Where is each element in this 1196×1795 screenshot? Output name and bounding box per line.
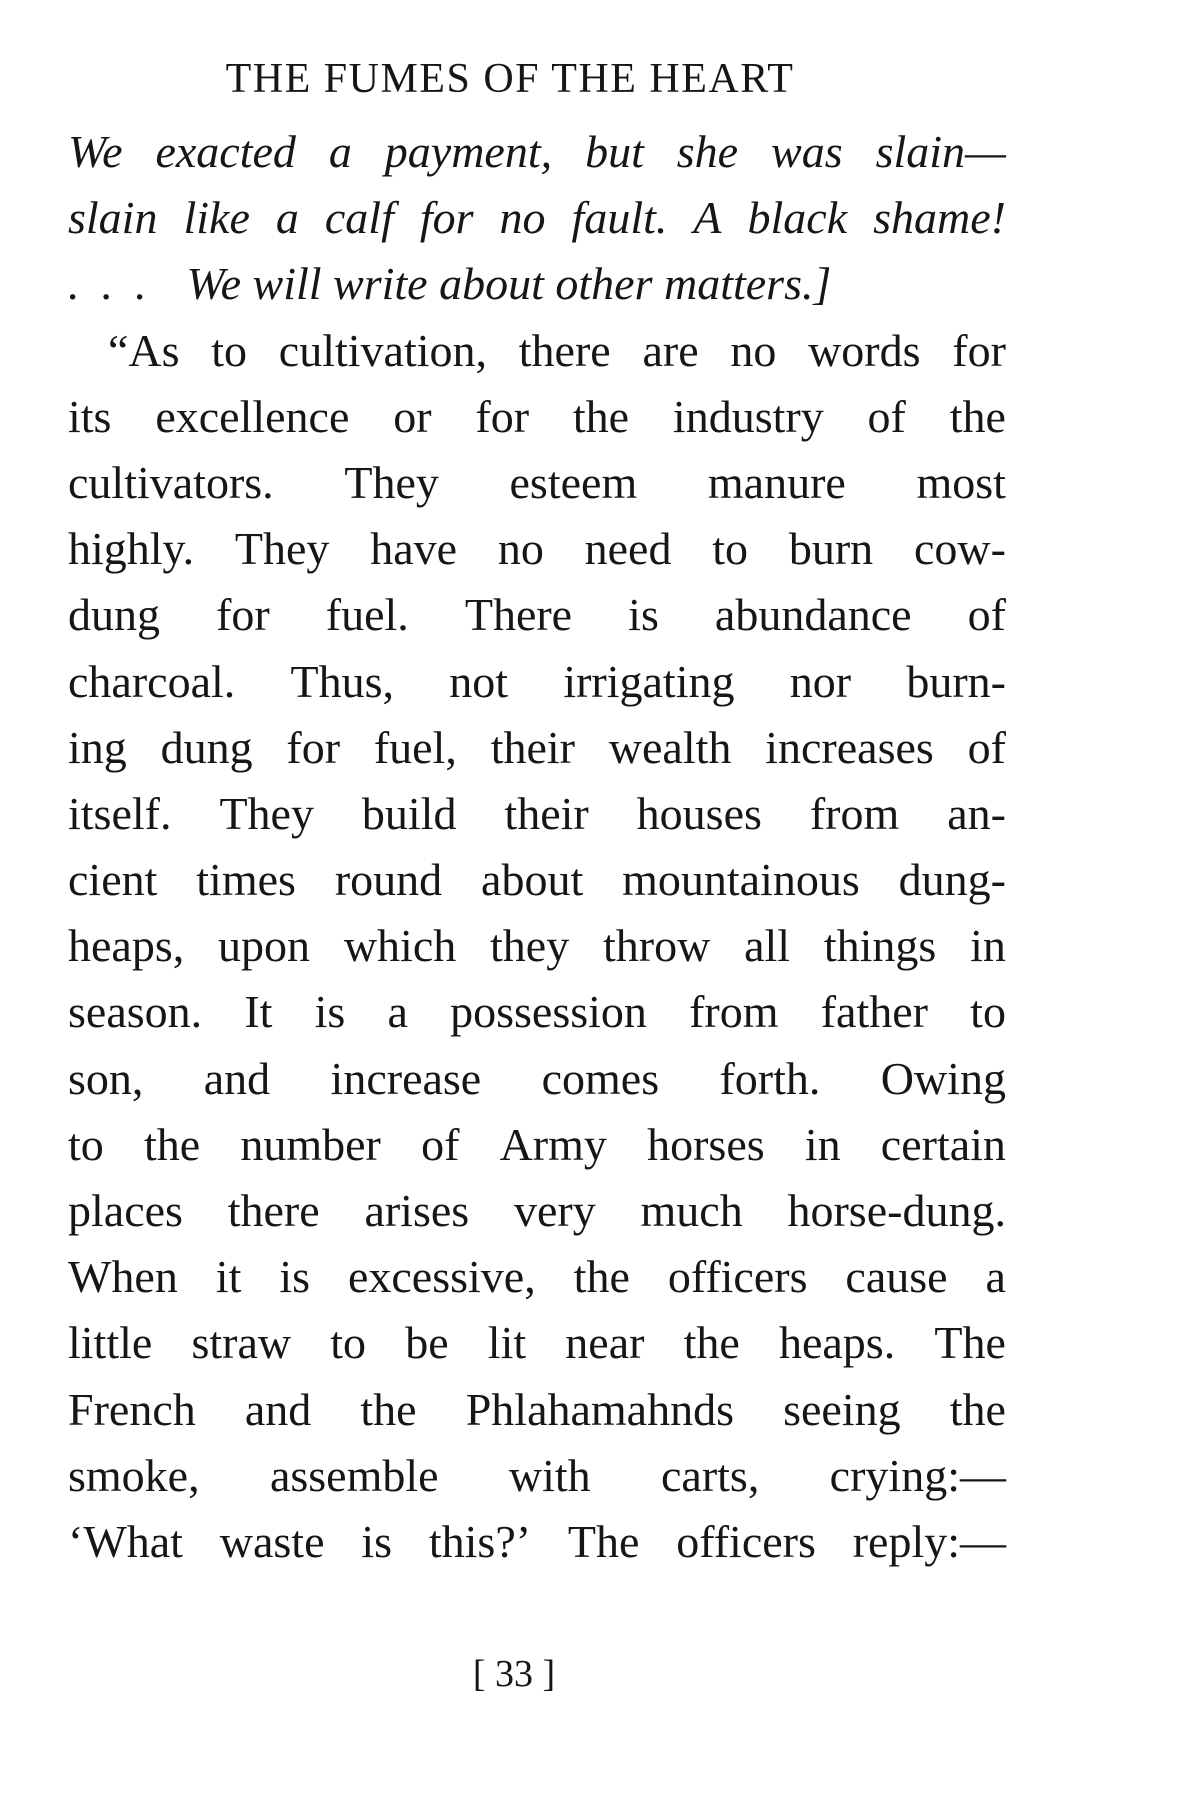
text-line: “As to cultivation, there are no words for bbox=[108, 324, 1006, 376]
text-line: ... We will write about other matters.] bbox=[68, 258, 832, 310]
text-line: charcoal. Thus, not irrigating nor burn- bbox=[68, 655, 1006, 707]
text-line: smoke, assemble with carts, crying:— bbox=[68, 1449, 1006, 1501]
text-line: itself. They build their houses from an- bbox=[68, 787, 1006, 839]
page-number: [ 33 ] bbox=[472, 1653, 556, 1695]
text-line: When it is excessive, the officers cause a bbox=[68, 1251, 1006, 1303]
text-line: ‘What waste is this?’ The officers reply:— bbox=[68, 1515, 1006, 1567]
text-line: dung for fuel. There is abundance of bbox=[68, 589, 1006, 641]
text-line: slain like a calf for no fault. A black shame! bbox=[68, 192, 1006, 244]
text-line: French and the Phlahamahnds seeing the bbox=[68, 1383, 1006, 1435]
text-line: little straw to be lit near the heaps. The bbox=[68, 1317, 1006, 1369]
text-line: places there arises very much horse-dung. bbox=[68, 1185, 1006, 1236]
text-line: season. It is a possession from father to bbox=[68, 986, 1006, 1038]
text-line: its excellence or for the industry of the bbox=[68, 390, 1006, 442]
text-line: heaps, upon which they throw all things in bbox=[68, 920, 1006, 972]
body-text bbox=[68, 119, 1006, 1575]
text-line: ing dung for fuel, their wealth increases of bbox=[68, 721, 1006, 773]
text-line: We exacted a payment, but she was slain— bbox=[68, 126, 1006, 177]
text-line: cultivators. They esteem manure most bbox=[68, 456, 1006, 508]
text-line: to the number of Army horses in certain bbox=[68, 1118, 1006, 1170]
text-line: highly. They have no need to burn cow- bbox=[68, 523, 1006, 575]
text-line: cient times round about mountainous dung- bbox=[68, 854, 1006, 906]
running-head: THE FUMES OF THE HEART bbox=[225, 56, 795, 102]
text-line: son, and increase comes forth. Owing bbox=[68, 1052, 1006, 1104]
